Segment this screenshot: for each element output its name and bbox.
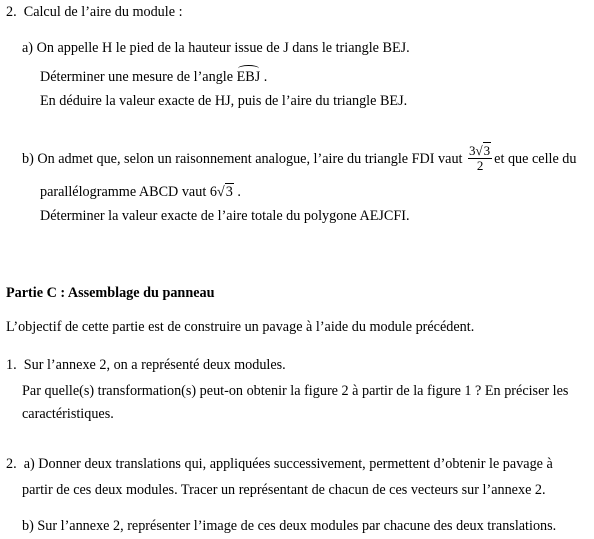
item2b-line3: Déterminer la valeur exacte de l’aire totale du polygone AEJCFI. bbox=[40, 208, 410, 224]
frac-coef: 3 bbox=[469, 143, 476, 158]
item2-number: 2. bbox=[6, 4, 17, 20]
q2-line3: b) Sur l’annexe 2, représenter l’image de ces deux modules par chacune des deux translations. bbox=[22, 518, 557, 534]
q1-text1: Sur l’annexe 2, on a représenté deux modules. bbox=[23, 357, 286, 373]
item2-title: Calcul de l’aire du module : bbox=[23, 4, 183, 20]
fraction-3sqrt3-over-2: $\frac{3√3}{2}$ bbox=[469, 143, 491, 173]
item2a-line1 bbox=[22, 40, 410, 56]
area-radicand: 3 bbox=[225, 184, 233, 200]
q1-line3: caractéristiques. bbox=[22, 406, 114, 422]
angle-ebj: EBJ bbox=[236, 69, 261, 85]
item2b-line2 bbox=[40, 184, 241, 200]
q2-number: 2. bbox=[6, 456, 17, 472]
item2a-line2 bbox=[40, 69, 267, 85]
area-coef: 6 bbox=[209, 184, 217, 200]
item2a-text1: On appelle H le pied de la hauteur issue de J dans le triangle BEJ. bbox=[36, 40, 410, 56]
sqrt-3: √3 bbox=[216, 184, 233, 200]
frac-denominator: 2 bbox=[476, 158, 484, 173]
q1-line1 bbox=[6, 357, 286, 373]
item2a-text2-pre: Déterminer une mesure de l’angle bbox=[40, 69, 237, 85]
frac-radicand: 3 bbox=[483, 143, 491, 158]
q2-line2: partir de ces deux modules. Tracer un représentant de chacun de ces vecteurs sur l’annexe 2. bbox=[22, 482, 546, 498]
q2-text1: a) Donner deux translations qui, appliquées successivement, permettent d’obtenir le pavage à bbox=[23, 456, 553, 472]
item2a-line3: En déduire la valeur exacte de HJ, puis de l’aire du triangle BEJ. bbox=[40, 93, 408, 109]
item2b-text2-post: . bbox=[233, 184, 241, 200]
item2b-text2-pre: parallélogramme ABCD vaut bbox=[40, 184, 210, 200]
item2b-text1-pre: On admet que, selon un raisonnement analogue, l’aire du triangle FDI vaut bbox=[37, 150, 467, 167]
q1-number: 1. bbox=[6, 357, 17, 373]
q1-line2: Par quelle(s) transformation(s) peut-on obtenir la figure 2 à partir de la figure 1 ? En préciser les bbox=[22, 383, 569, 399]
item2b-label: b) bbox=[22, 150, 34, 167]
item2a-text2-post: . bbox=[260, 69, 268, 85]
q2-line1 bbox=[6, 456, 553, 472]
item2-heading bbox=[6, 4, 183, 20]
item2a-label: a) bbox=[22, 40, 34, 56]
item2b-line1 bbox=[22, 145, 577, 174]
item2b-text1-post: et que celle du bbox=[494, 150, 577, 167]
partc-intro: L’objectif de cette partie est de construire un pavage à l’aide du module précédent. bbox=[6, 319, 475, 335]
partc-heading: Partie C : Assemblage du panneau bbox=[6, 285, 215, 301]
